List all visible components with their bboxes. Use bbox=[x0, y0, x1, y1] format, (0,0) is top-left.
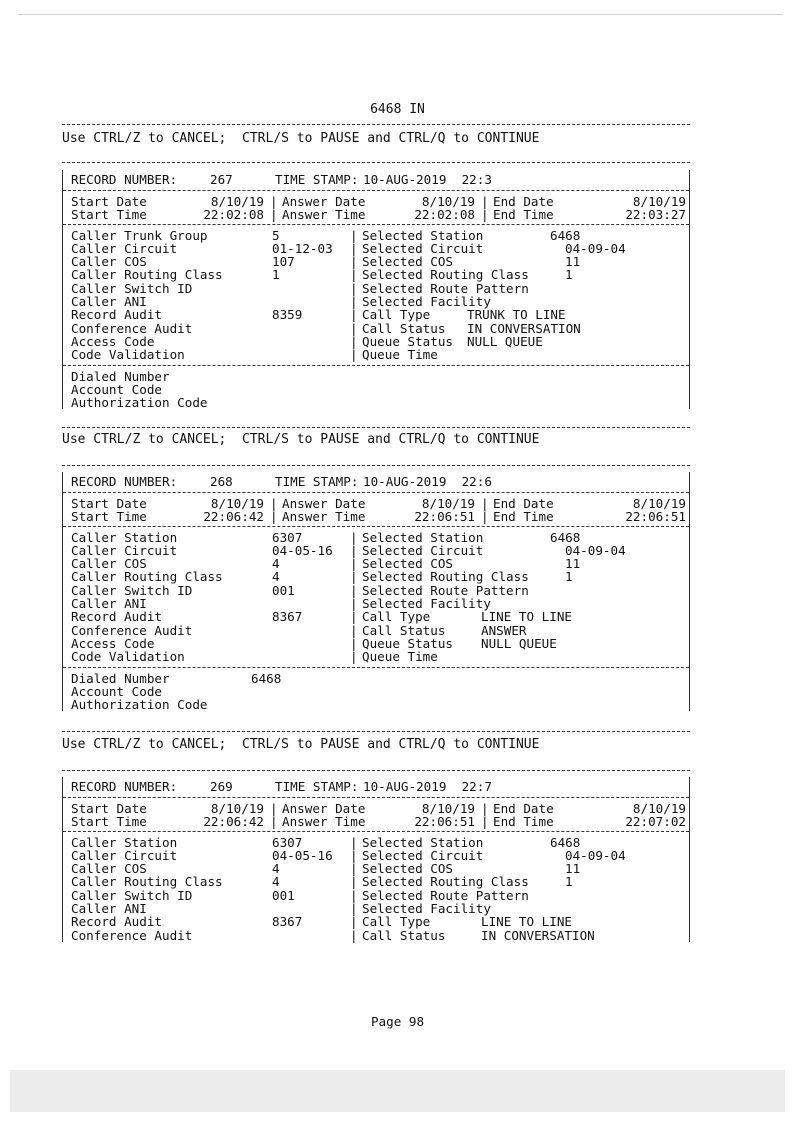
selected-routing-class-label: Selected Routing Class bbox=[362, 874, 529, 890]
selected-cos-value: 11 bbox=[565, 556, 581, 572]
divider bbox=[62, 124, 690, 125]
answer-time-label: Answer Time bbox=[282, 207, 366, 223]
selected-circuit-label: Selected Circuit bbox=[362, 542, 484, 558]
caller-cos-value: 4 bbox=[272, 556, 280, 572]
record-number-value: 267 bbox=[210, 172, 233, 187]
call-record-268 bbox=[62, 472, 690, 711]
page-number: Page 98 bbox=[370, 1014, 425, 1029]
start-time-value: 22:02:08 bbox=[203, 207, 264, 223]
end-time-value: 22:03:27 bbox=[625, 207, 686, 223]
answer-date-label: Answer Date bbox=[282, 801, 366, 816]
end-time-label: End Time bbox=[493, 814, 554, 830]
caller-routing-class-value: 1 bbox=[272, 267, 280, 283]
page-title: 6468 IN bbox=[370, 102, 425, 117]
call-type-label: Call Type bbox=[362, 307, 431, 323]
caller-switch-id-label: Caller Switch ID bbox=[71, 582, 193, 598]
selected-cos-label: Selected COS bbox=[362, 861, 453, 877]
answer-date-value: 8/10/19 bbox=[421, 194, 475, 209]
caller-ani-label: Caller ANI bbox=[71, 901, 147, 917]
code-validation-label: Code Validation bbox=[71, 649, 185, 665]
call-record-269 bbox=[62, 777, 690, 942]
start-date-value: 8/10/19 bbox=[210, 194, 264, 209]
scan-top-edge bbox=[18, 14, 783, 15]
end-date-value: 8/10/19 bbox=[632, 801, 686, 816]
record-audit-value: 8367 bbox=[272, 914, 303, 930]
caller-ani-label: Caller ANI bbox=[71, 294, 147, 310]
authorization-code-label: Authorization Code bbox=[71, 395, 208, 411]
selected-circuit-label: Selected Circuit bbox=[362, 240, 484, 256]
selected-station-label: Selected Station bbox=[362, 834, 484, 850]
dialed-number-label: Dialed Number bbox=[71, 368, 170, 384]
caller-first-value: 6307 bbox=[272, 834, 303, 850]
conference-audit-label: Conference Audit bbox=[71, 622, 193, 638]
caller-circuit-value: 04-05-16 bbox=[272, 542, 333, 558]
answer-time-value: 22:06:51 bbox=[414, 814, 475, 830]
start-time-label: Start Time bbox=[71, 207, 147, 223]
selected-route-pattern-label: Selected Route Pattern bbox=[362, 887, 529, 903]
divider bbox=[62, 162, 690, 163]
code-validation-label: Code Validation bbox=[71, 347, 185, 363]
answer-date-value: 8/10/19 bbox=[421, 801, 475, 816]
call-status-label: Call Status bbox=[362, 320, 446, 336]
queue-status-label: Queue Status bbox=[362, 635, 453, 651]
answer-time-label: Answer Time bbox=[282, 814, 366, 830]
notice-line: Use CTRL/Z to CANCEL; CTRL/S to PAUSE and CTRL/Q to CONTINUE bbox=[62, 737, 540, 752]
start-date-value: 8/10/19 bbox=[210, 801, 264, 816]
selected-routing-class-value: 1 bbox=[565, 874, 573, 890]
selected-facility-label: Selected Facility bbox=[362, 294, 491, 310]
call-status-value: IN CONVERSATION bbox=[481, 927, 595, 943]
start-time-label: Start Time bbox=[71, 509, 147, 525]
selected-facility-label: Selected Facility bbox=[362, 596, 491, 612]
queue-status-value: NULL QUEUE bbox=[481, 635, 557, 651]
call-type-label: Call Type bbox=[362, 914, 431, 930]
end-time-label: End Time bbox=[493, 509, 554, 525]
caller-routing-class-label: Caller Routing Class bbox=[71, 874, 223, 890]
record-audit-value: 8359 bbox=[272, 307, 303, 323]
record-audit-label: Record Audit bbox=[71, 914, 162, 930]
caller-cos-value: 107 bbox=[272, 254, 295, 270]
caller-first-value: 6307 bbox=[272, 529, 303, 545]
record-number-value: 269 bbox=[210, 779, 233, 794]
caller-routing-class-value: 4 bbox=[272, 569, 280, 585]
record-header bbox=[63, 170, 689, 190]
time-stamp-value: 10-AUG-2019 22:6 bbox=[363, 474, 492, 489]
record-header bbox=[63, 472, 689, 492]
end-date-label: End Date bbox=[493, 194, 554, 209]
dates-row: Start Date 8/10/19 | Answer Date 8/10/19 | End Date 8/10/19 bbox=[71, 801, 686, 816]
call-type-label: Call Type bbox=[362, 609, 431, 625]
start-time-label: Start Time bbox=[71, 814, 147, 830]
answer-date-label: Answer Date bbox=[282, 194, 366, 209]
caller-cos-label: Caller COS bbox=[71, 556, 147, 572]
divider bbox=[62, 427, 690, 428]
call-record-267 bbox=[62, 170, 690, 409]
selected-routing-class-value: 1 bbox=[565, 267, 573, 283]
record-box: RECORD NUMBER: 268 TIME STAMP: 10-AUG-2019 22:6 Start Date 8/10/19 | Answer Date 8/10/19 | End Date 8/10/19 Start Time 22:06:42 | Answer Time 22:06:51 | End Time 22:06:51 Caller Station 6307 | Selected Station 6468 Caller Circuit 04-05-16 | Selected Circuit 04-09-04 Caller COS 4 | Selected COS 11 Caller Routing Class 4 | Selected Routing Class 1 Caller Switch ID 001 | Selected Route Pattern Caller ANI | Selected Facility Record Audit 8367 | Call Type LINE TO LINE Conference Audit | Call Status ANSWER Access Code | Queue Status NULL QUEUE Code Validation | Queue Time Dialed Number 6468 Account Code Authorization Code bbox=[62, 472, 690, 711]
caller-cos-label: Caller COS bbox=[71, 861, 147, 877]
selected-cos-label: Selected COS bbox=[362, 254, 453, 270]
record-audit-label: Record Audit bbox=[71, 307, 162, 323]
caller-first-value: 5 bbox=[272, 227, 280, 243]
scan-bottom-band bbox=[10, 1070, 785, 1112]
caller-first-label: Caller Trunk Group bbox=[71, 227, 208, 243]
queue-time-label: Queue Time bbox=[362, 347, 438, 363]
selected-circuit-value: 04-09-04 bbox=[565, 542, 626, 558]
caller-circuit-label: Caller Circuit bbox=[71, 542, 178, 558]
end-time-value: 22:07:02 bbox=[625, 814, 686, 830]
start-time-value: 22:06:42 bbox=[203, 509, 264, 525]
record-number-label: RECORD NUMBER: bbox=[71, 474, 178, 489]
selected-routing-class-value: 1 bbox=[565, 569, 573, 585]
answer-time-label: Answer Time bbox=[282, 509, 366, 525]
record-number-value: 268 bbox=[210, 474, 233, 489]
record-box: RECORD NUMBER: 267 TIME STAMP: 10-AUG-2019 22:3 Start Date 8/10/19 | Answer Date 8/10/19 | End Date 8/10/19 Start Time 22:02:08 | Answer Time 22:02:08 | End Time 22:03:27 Caller Trunk Group 5 | Selected Station 6468 Caller Circuit 01-12-03 | Selected Circuit 04-09-04 Caller COS 107 | Selected COS 11 Caller Routing Class 1 | Selected Routing Class 1 Caller Switch ID | Selected Route Pattern Caller ANI | Selected Facility Record Audit 8359 | Call Type TRUNK TO LINE Conference Audit | Call Status IN CONVERSATION Access Code | Queue Status NULL QUEUE Code Validation | Queue Time Dialed Number Account Code Authorization Code bbox=[62, 170, 690, 409]
answer-date-label: Answer Date bbox=[282, 496, 366, 511]
end-date-value: 8/10/19 bbox=[632, 496, 686, 511]
time-stamp-label: TIME STAMP: bbox=[275, 779, 359, 794]
caller-first-label: Caller Station bbox=[71, 529, 178, 545]
notice-line: Use CTRL/Z to CANCEL; CTRL/S to PAUSE and CTRL/Q to CONTINUE bbox=[62, 432, 540, 447]
selected-station-value: 6468 bbox=[550, 227, 581, 243]
access-code-label: Access Code bbox=[71, 333, 155, 349]
caller-circuit-label: Caller Circuit bbox=[71, 240, 178, 256]
divider bbox=[62, 731, 690, 732]
call-type-value: LINE TO LINE bbox=[481, 914, 572, 930]
call-status-value: ANSWER bbox=[481, 622, 527, 638]
record-header bbox=[63, 777, 689, 797]
dialed-number-label: Dialed Number bbox=[71, 670, 170, 686]
time-stamp-value: 10-AUG-2019 22:7 bbox=[363, 779, 492, 794]
queue-status-label: Queue Status bbox=[362, 333, 453, 349]
caller-cos-value: 4 bbox=[272, 861, 280, 877]
caller-switch-id-value: 001 bbox=[272, 887, 295, 903]
record-audit-label: Record Audit bbox=[71, 609, 162, 625]
answer-time-value: 22:06:51 bbox=[414, 509, 475, 525]
selected-station-value: 6468 bbox=[550, 834, 581, 850]
end-time-label: End Time bbox=[493, 207, 554, 223]
end-time-value: 22:06:51 bbox=[625, 509, 686, 525]
times-row: Start Time 22:06:42 | Answer Time 22:06:51 | End Time 22:06:51 bbox=[71, 509, 686, 525]
conference-audit-label: Conference Audit bbox=[71, 927, 193, 943]
selected-cos-value: 11 bbox=[565, 861, 581, 877]
selected-circuit-label: Selected Circuit bbox=[362, 847, 484, 863]
account-code-label: Account Code bbox=[71, 381, 162, 397]
queue-status-value: NULL QUEUE bbox=[467, 333, 543, 349]
caller-routing-class-label: Caller Routing Class bbox=[71, 569, 223, 585]
start-date-value: 8/10/19 bbox=[210, 496, 264, 511]
queue-time-label: Queue Time bbox=[362, 649, 438, 665]
selected-circuit-value: 04-09-04 bbox=[565, 847, 626, 863]
divider bbox=[62, 465, 690, 466]
record-number-label: RECORD NUMBER: bbox=[71, 779, 178, 794]
account-code-label: Account Code bbox=[71, 683, 162, 699]
record-number-label: RECORD NUMBER: bbox=[71, 172, 178, 187]
times-row: Start Time 22:06:42 | Answer Time 22:06:51 | End Time 22:07:02 bbox=[71, 814, 686, 830]
caller-routing-class-label: Caller Routing Class bbox=[71, 267, 223, 283]
caller-switch-id-value: 001 bbox=[272, 582, 295, 598]
caller-switch-id-label: Caller Switch ID bbox=[71, 280, 193, 296]
selected-route-pattern-label: Selected Route Pattern bbox=[362, 582, 529, 598]
call-status-label: Call Status bbox=[362, 927, 446, 943]
access-code-label: Access Code bbox=[71, 635, 155, 651]
caller-first-label: Caller Station bbox=[71, 834, 178, 850]
times-row: Start Time 22:02:08 | Answer Time 22:02:08 | End Time 22:03:27 bbox=[71, 207, 686, 223]
selected-circuit-value: 04-09-04 bbox=[565, 240, 626, 256]
caller-ani-label: Caller ANI bbox=[71, 596, 147, 612]
time-stamp-value: 10-AUG-2019 22:3 bbox=[363, 172, 492, 187]
answer-date-value: 8/10/19 bbox=[421, 496, 475, 511]
record-box: RECORD NUMBER: 269 TIME STAMP: 10-AUG-2019 22:7 Start Date 8/10/19 | Answer Date 8/10/19 | End Date 8/10/19 Start Time 22:06:42 | Answer Time 22:06:51 | End Time 22:07:02 Caller Station 6307 | Selected Station 6468 Caller Circuit 04-05-16 | Selected Circuit 04-09-04 Caller COS 4 | Selected COS 11 Caller Routing Class 4 | Selected Routing Class 1 Caller Switch ID 001 | Selected Route Pattern Caller ANI | Selected Facility Record Audit 8367 | Call Type LINE TO LINE Conference Audit | Call Status IN CONVERSATION bbox=[62, 777, 690, 942]
selected-cos-value: 11 bbox=[565, 254, 581, 270]
caller-cos-label: Caller COS bbox=[71, 254, 147, 270]
selected-station-label: Selected Station bbox=[362, 529, 484, 545]
caller-switch-id-label: Caller Switch ID bbox=[71, 887, 193, 903]
dates-row: Start Date 8/10/19 | Answer Date 8/10/19 | End Date 8/10/19 bbox=[71, 194, 686, 209]
time-stamp-label: TIME STAMP: bbox=[275, 172, 359, 187]
end-date-label: End Date bbox=[493, 801, 554, 816]
conference-audit-label: Conference Audit bbox=[71, 320, 193, 336]
caller-circuit-value: 01-12-03 bbox=[272, 240, 333, 256]
call-type-value: TRUNK TO LINE bbox=[467, 307, 566, 323]
notice-line: Use CTRL/Z to CANCEL; CTRL/S to PAUSE and CTRL/Q to CONTINUE bbox=[62, 131, 540, 146]
start-date-label: Start Date bbox=[71, 194, 147, 209]
divider bbox=[62, 770, 690, 771]
answer-time-value: 22:02:08 bbox=[414, 207, 475, 223]
selected-cos-label: Selected COS bbox=[362, 556, 453, 572]
record-audit-value: 8367 bbox=[272, 609, 303, 625]
call-status-label: Call Status bbox=[362, 622, 446, 638]
selected-facility-label: Selected Facility bbox=[362, 901, 491, 917]
selected-routing-class-label: Selected Routing Class bbox=[362, 267, 529, 283]
authorization-code-label: Authorization Code bbox=[71, 697, 208, 713]
time-stamp-label: TIME STAMP: bbox=[275, 474, 359, 489]
end-date-label: End Date bbox=[493, 496, 554, 511]
dates-row: Start Date 8/10/19 | Answer Date 8/10/19 | End Date 8/10/19 bbox=[71, 496, 686, 511]
caller-circuit-value: 04-05-16 bbox=[272, 847, 333, 863]
caller-circuit-label: Caller Circuit bbox=[71, 847, 178, 863]
start-date-label: Start Date bbox=[71, 801, 147, 816]
selected-route-pattern-label: Selected Route Pattern bbox=[362, 280, 529, 296]
call-status-value: IN CONVERSATION bbox=[467, 320, 581, 336]
start-time-value: 22:06:42 bbox=[203, 814, 264, 830]
selected-routing-class-label: Selected Routing Class bbox=[362, 569, 529, 585]
end-date-value: 8/10/19 bbox=[632, 194, 686, 209]
selected-station-label: Selected Station bbox=[362, 227, 484, 243]
start-date-label: Start Date bbox=[71, 496, 147, 511]
caller-routing-class-value: 4 bbox=[272, 874, 280, 890]
dialed-number-value: 6468 bbox=[251, 670, 282, 686]
selected-station-value: 6468 bbox=[550, 529, 581, 545]
call-type-value: LINE TO LINE bbox=[481, 609, 572, 625]
